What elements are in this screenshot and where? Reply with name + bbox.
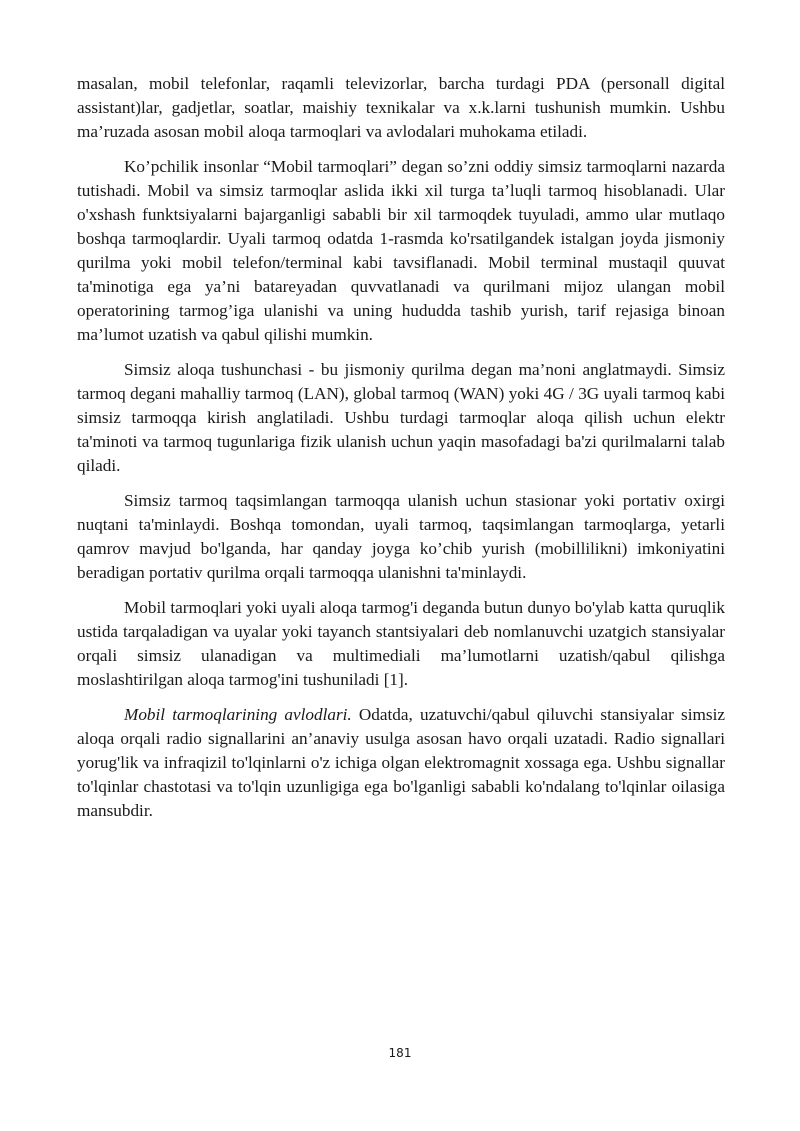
paragraph-3: Simsiz aloqa tushunchasi - bu jismoniy qurilma degan ma’noni anglatmaydi. Simsiz tarmoq degani mahalliy tarmoq (LAN), global tarmoq (WAN) yoki 4G / 3G uyali tarmoq kabi simsiz tarmoqqa kirish anglatiladi. Ushbu turdagi tarmoqlar aloqa qilish uchun elektr ta'minoti va tarmoq tugunlariga fizik ulanish uchun yaqin masofadagi ba'zi qurilmalarni talab qiladi. [77,360,725,475]
paragraph-6 [77,703,725,823]
paragraph-2: Ko’pchilik insonlar “Mobil tarmoqlari” degan so’zni oddiy simsiz tarmoqlarni nazarda tutishadi. Mobil va simsiz tarmoqlar aslida ikki xil turga ta’luqli tarmoq hisoblanadi. Ular o'xshash funktsiyalarni bajarganligi sababli bir xil tarmoqdek tuyuladi, ammo ular mutlaqo boshqa tarmoqlardir. Uyali tarmoq odatda 1-rasmda ko'rsatilgandek istalgan joyda jismoniy qurilma yoki mobil telefon/terminal kabi tavsiflanadi. Mobil terminal mustaqil quuvat ta'minotiga ega ya’ni batareyadan quvvatlanadi va qurilmani mijoz ulangan mobil operatorining tarmog’iga ulanishi va uning hududda tashib yurish, tarif rejasiga binoan ma’lumot uzatish va qabul qilishi mumkin. [77,157,725,344]
paragraph-6-text: Odatda, uzatuvchi/qabul qiluvchi stansiyalar simsiz aloqa orqali radio signallarini an’anaviy usulga asosan havo orqali uzatadi. Radio signallari yorug'lik va infraqizil to'lqinlarni o'z ichiga olgan elektromagnit xossaga ega. Ushbu signallar to'lqinlar chastotasi va to'lqin uzunligiga ega bo'lganligi sababli ko'ndalang to'lqinlar oilasiga mansubdir. [77,705,725,820]
document-body [77,72,725,834]
paragraph-5: Mobil tarmoqlari yoki uyali aloqa tarmog'i deganda butun dunyo bo'ylab katta quruqlik ustida tarqaladigan va uyalar yoki tayanch stantsiyalari deb nomlanuvchi uzatgich stansiyalar orqali simsiz ulanadigan va multimediali ma’lumotlarni uzatish/qabul qilishga moslashtirilgan aloqa tarmog'ini tushuniladi [1]. [77,598,725,689]
section-heading-italic: Mobil tarmoqlarining avlodlari. [124,705,352,724]
paragraph-1: masalan, mobil telefonlar, raqamli televizorlar, barcha turdagi PDA (personall digital assistant)lar, gadjetlar, soatlar, maishiy texnikalar va x.k.larni tushunish mumkin. Ushbu ma’ruzada asosan mobil aloqa tarmoqlari va avlodalari muhokama etiladi. [77,74,725,141]
page-number: 181 [388,1046,412,1060]
paragraph-4: Simsiz tarmoq taqsimlangan tarmoqqa ulanish uchun stasionar yoki portativ oxirgi nuqtani ta'minlaydi. Boshqa tomondan, uyali tarmoq, taqsimlangan tarmoqlarga, yetarli qamrov mavjud bo'lganda, har qanday joyga ko’chib yurish (mobillilikni) imkoniyatini beradigan portativ qurilma orqali tarmoqqa ulanishni ta'minlaydi. [77,491,725,582]
